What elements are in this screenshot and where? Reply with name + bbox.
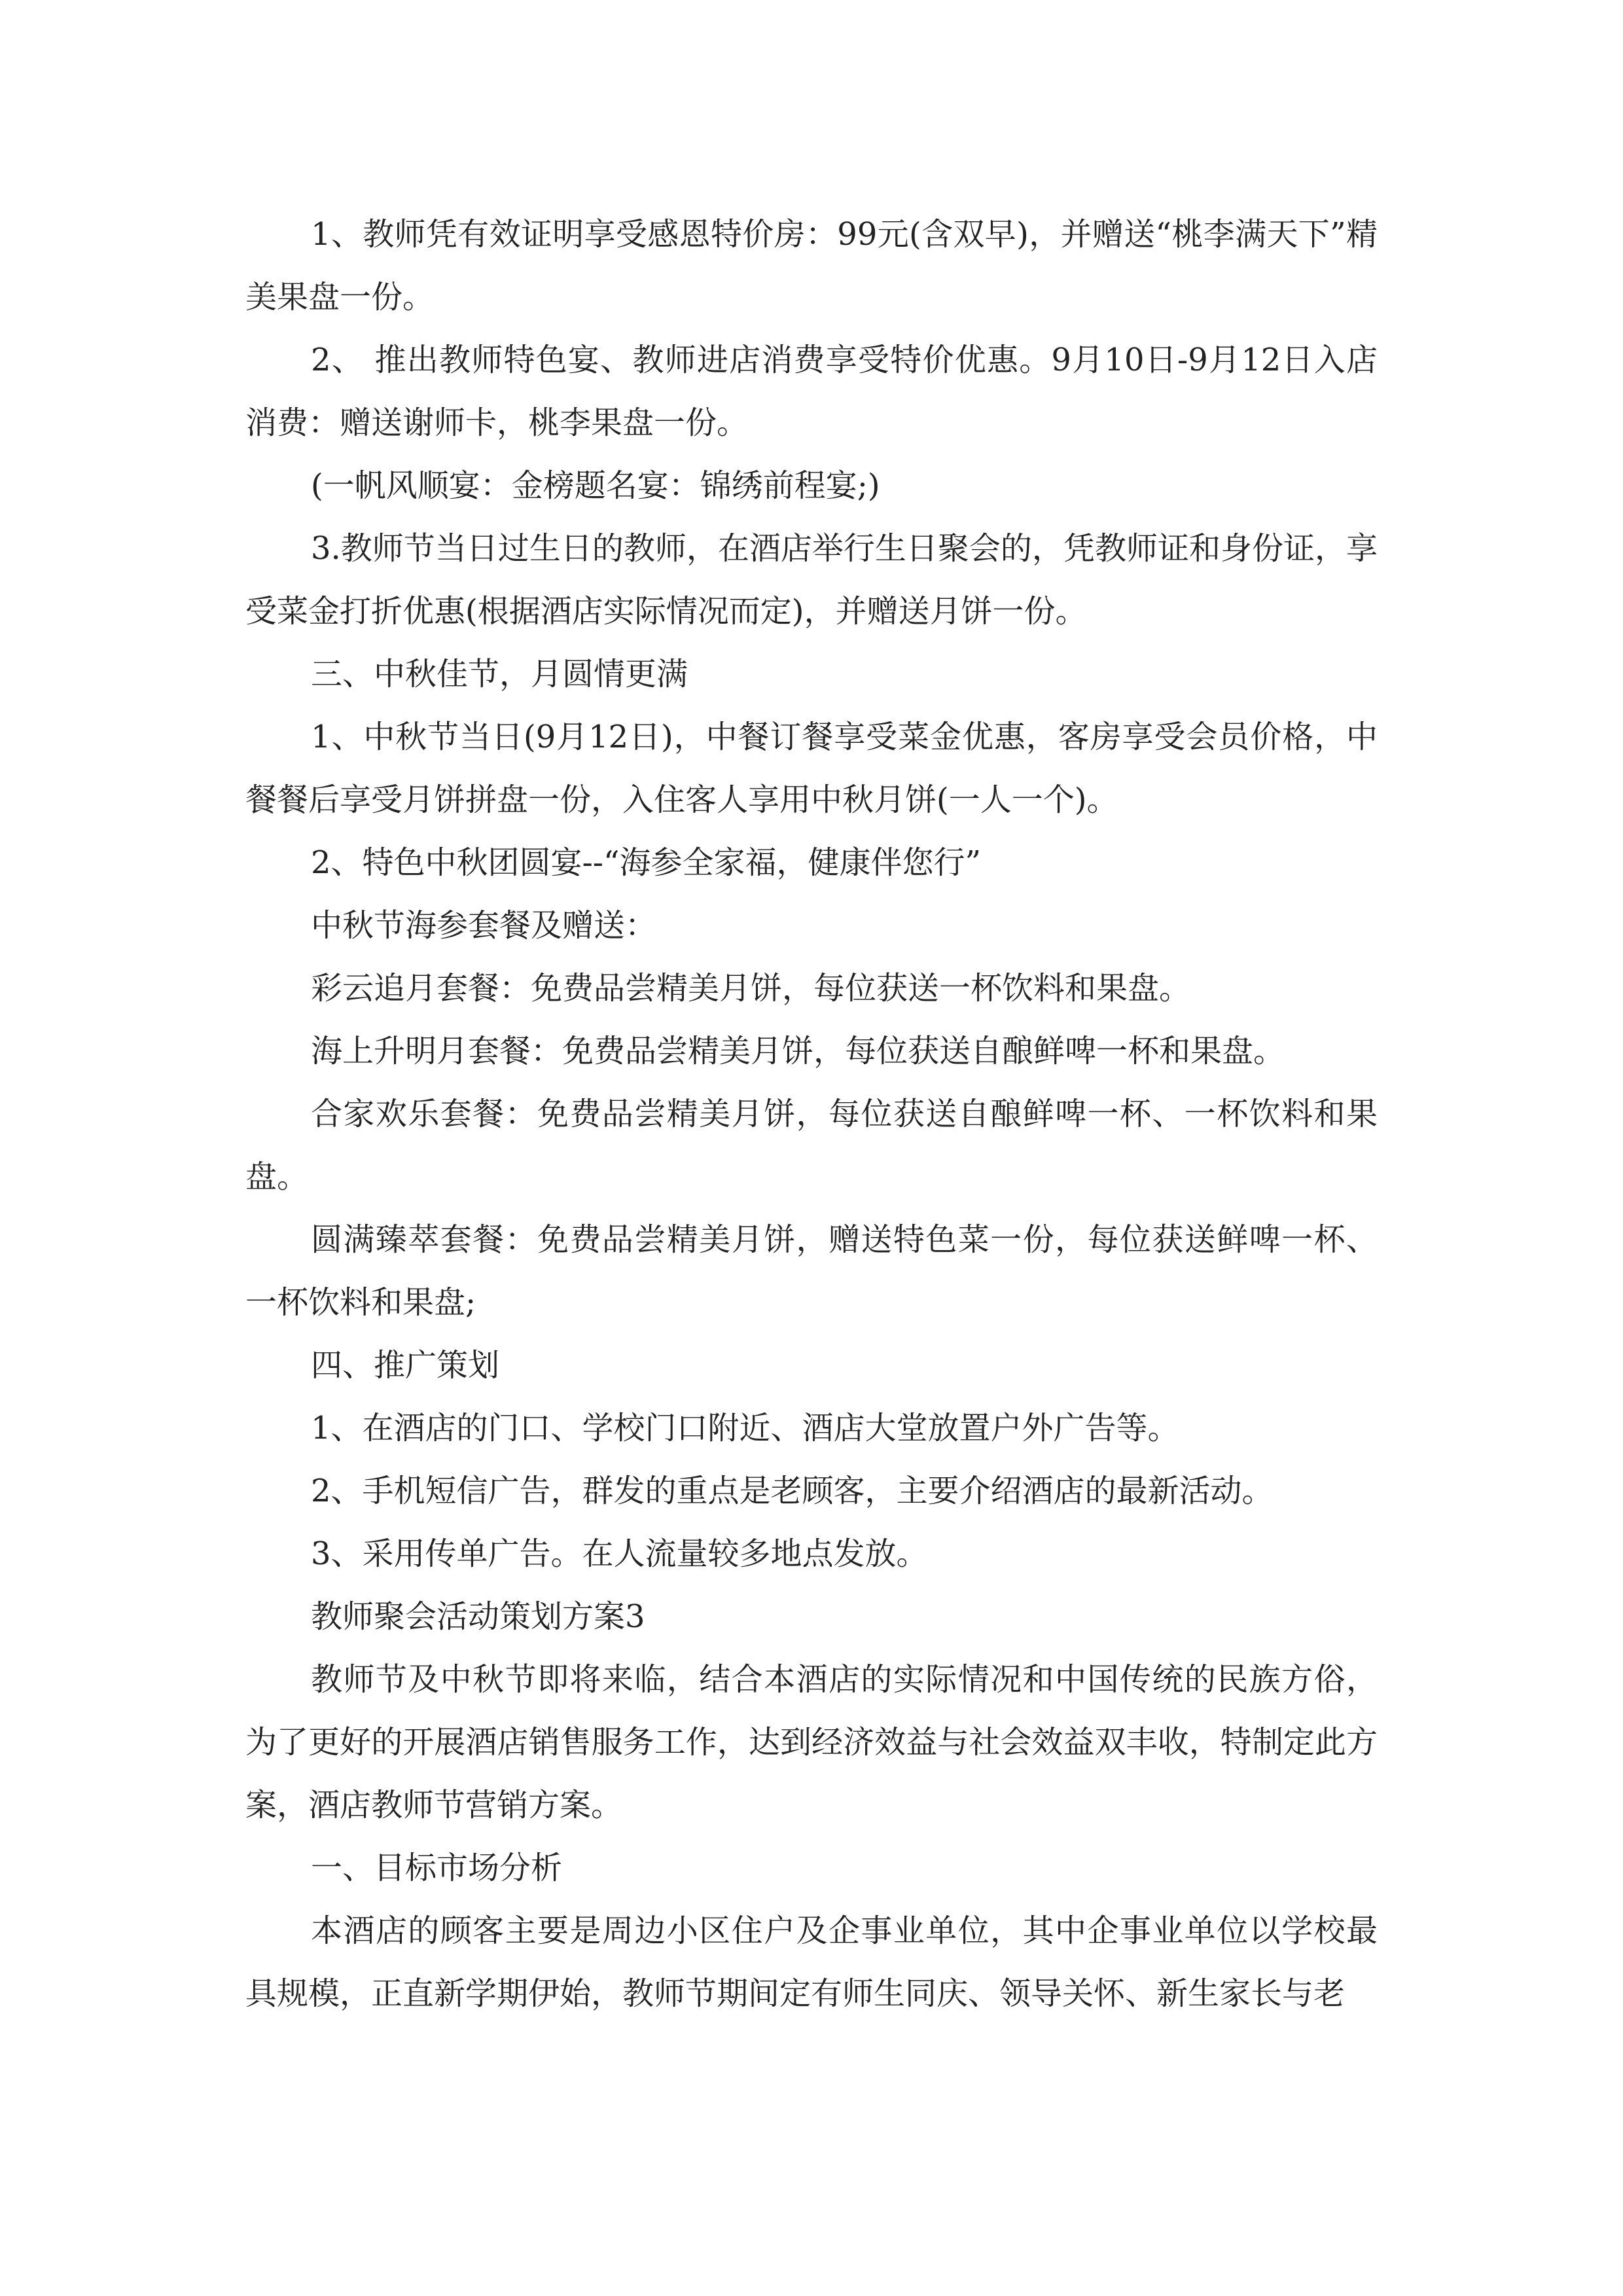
package-item-1: 彩云追月套餐：免费品尝精美月饼，每位获送一杯饮料和果盘。 (311, 970, 1191, 1007)
package-item-4: 圆满臻萃套餐：免费品尝精美月饼，赠送特色菜一份，每位获送鲜啤一杯、一杯饮料和果盘; (245, 1221, 1378, 1321)
paragraph-1: 1、教师凭有效证明享受感恩特价房：99元(含双早)，并赠送“桃李满天下”精美果盘一份。 (245, 216, 1378, 315)
section-heading-3: 三、中秋佳节，月圆情更满 (311, 656, 688, 692)
promotion-item-2: 2、手机短信广告，群发的重点是老顾客，主要介绍酒店的最新活动。 (311, 1473, 1274, 1509)
package-item-2: 海上升明月套餐：免费品尝精美月饼，每位获送自酿鲜啤一杯和果盘。 (311, 1033, 1285, 1069)
promotion-item-1: 1、在酒店的门口、学校门口附近、酒店大堂放置户外广告等。 (311, 1410, 1179, 1446)
section-heading-4: 四、推广策划 (311, 1347, 500, 1384)
section-heading-1: 一、目标市场分析 (311, 1850, 563, 1886)
plan-title: 教师聚会活动策划方案3 (311, 1598, 645, 1635)
paragraph-5: 1、中秋节当日(9月12日)，中餐订餐享受菜金优惠，客房享受会员价格，中餐餐后享受月饼拼盘一份，入住客人享用中秋月饼(一人一个)。 (245, 719, 1378, 818)
paragraph-4: 3.教师节当日过生日的教师，在酒店举行生日聚会的，凭教师证和身份证，享受菜金打折优惠(根据酒店实际情况而定)，并赠送月饼一份。 (245, 530, 1378, 630)
paragraph-6: 2、特色中秋团圆宴--“海参全家福，健康伴您行” (311, 844, 982, 881)
package-item-3: 合家欢乐套餐：免费品尝精美月饼，每位获送自酿鲜啤一杯、一杯饮料和果盘。 (245, 1096, 1378, 1195)
paragraph-2: 2、 推出教师特色宴、教师进店消费享受特价优惠。9月10日-9月12日入店消费：赠送谢师卡，桃李果盘一份。 (245, 342, 1378, 441)
paragraph-7: 中秋节海参套餐及赠送： (311, 907, 657, 944)
document-body (245, 203, 1378, 2025)
plan-intro: 教师节及中秋节即将来临，结合本酒店的实际情况和中国传统的民族方俗，为了更好的开展酒店销售服务工作，达到经济效益与社会效益双丰收，特制定此方案，酒店教师节营销方案。 (245, 1661, 1378, 1823)
paragraph-3: (一帆风顺宴：金榜题名宴：锦绣前程宴;) (311, 467, 880, 504)
market-analysis: 本酒店的顾客主要是周边小区住户及企事业单位，其中企事业单位以学校最具规模，正直新学期伊始，教师节期间定有师生同庆、领导关怀、新生家长与老 (245, 1912, 1378, 2012)
promotion-item-3: 3、采用传单广告。在人流量较多地点发放。 (311, 1535, 928, 1572)
